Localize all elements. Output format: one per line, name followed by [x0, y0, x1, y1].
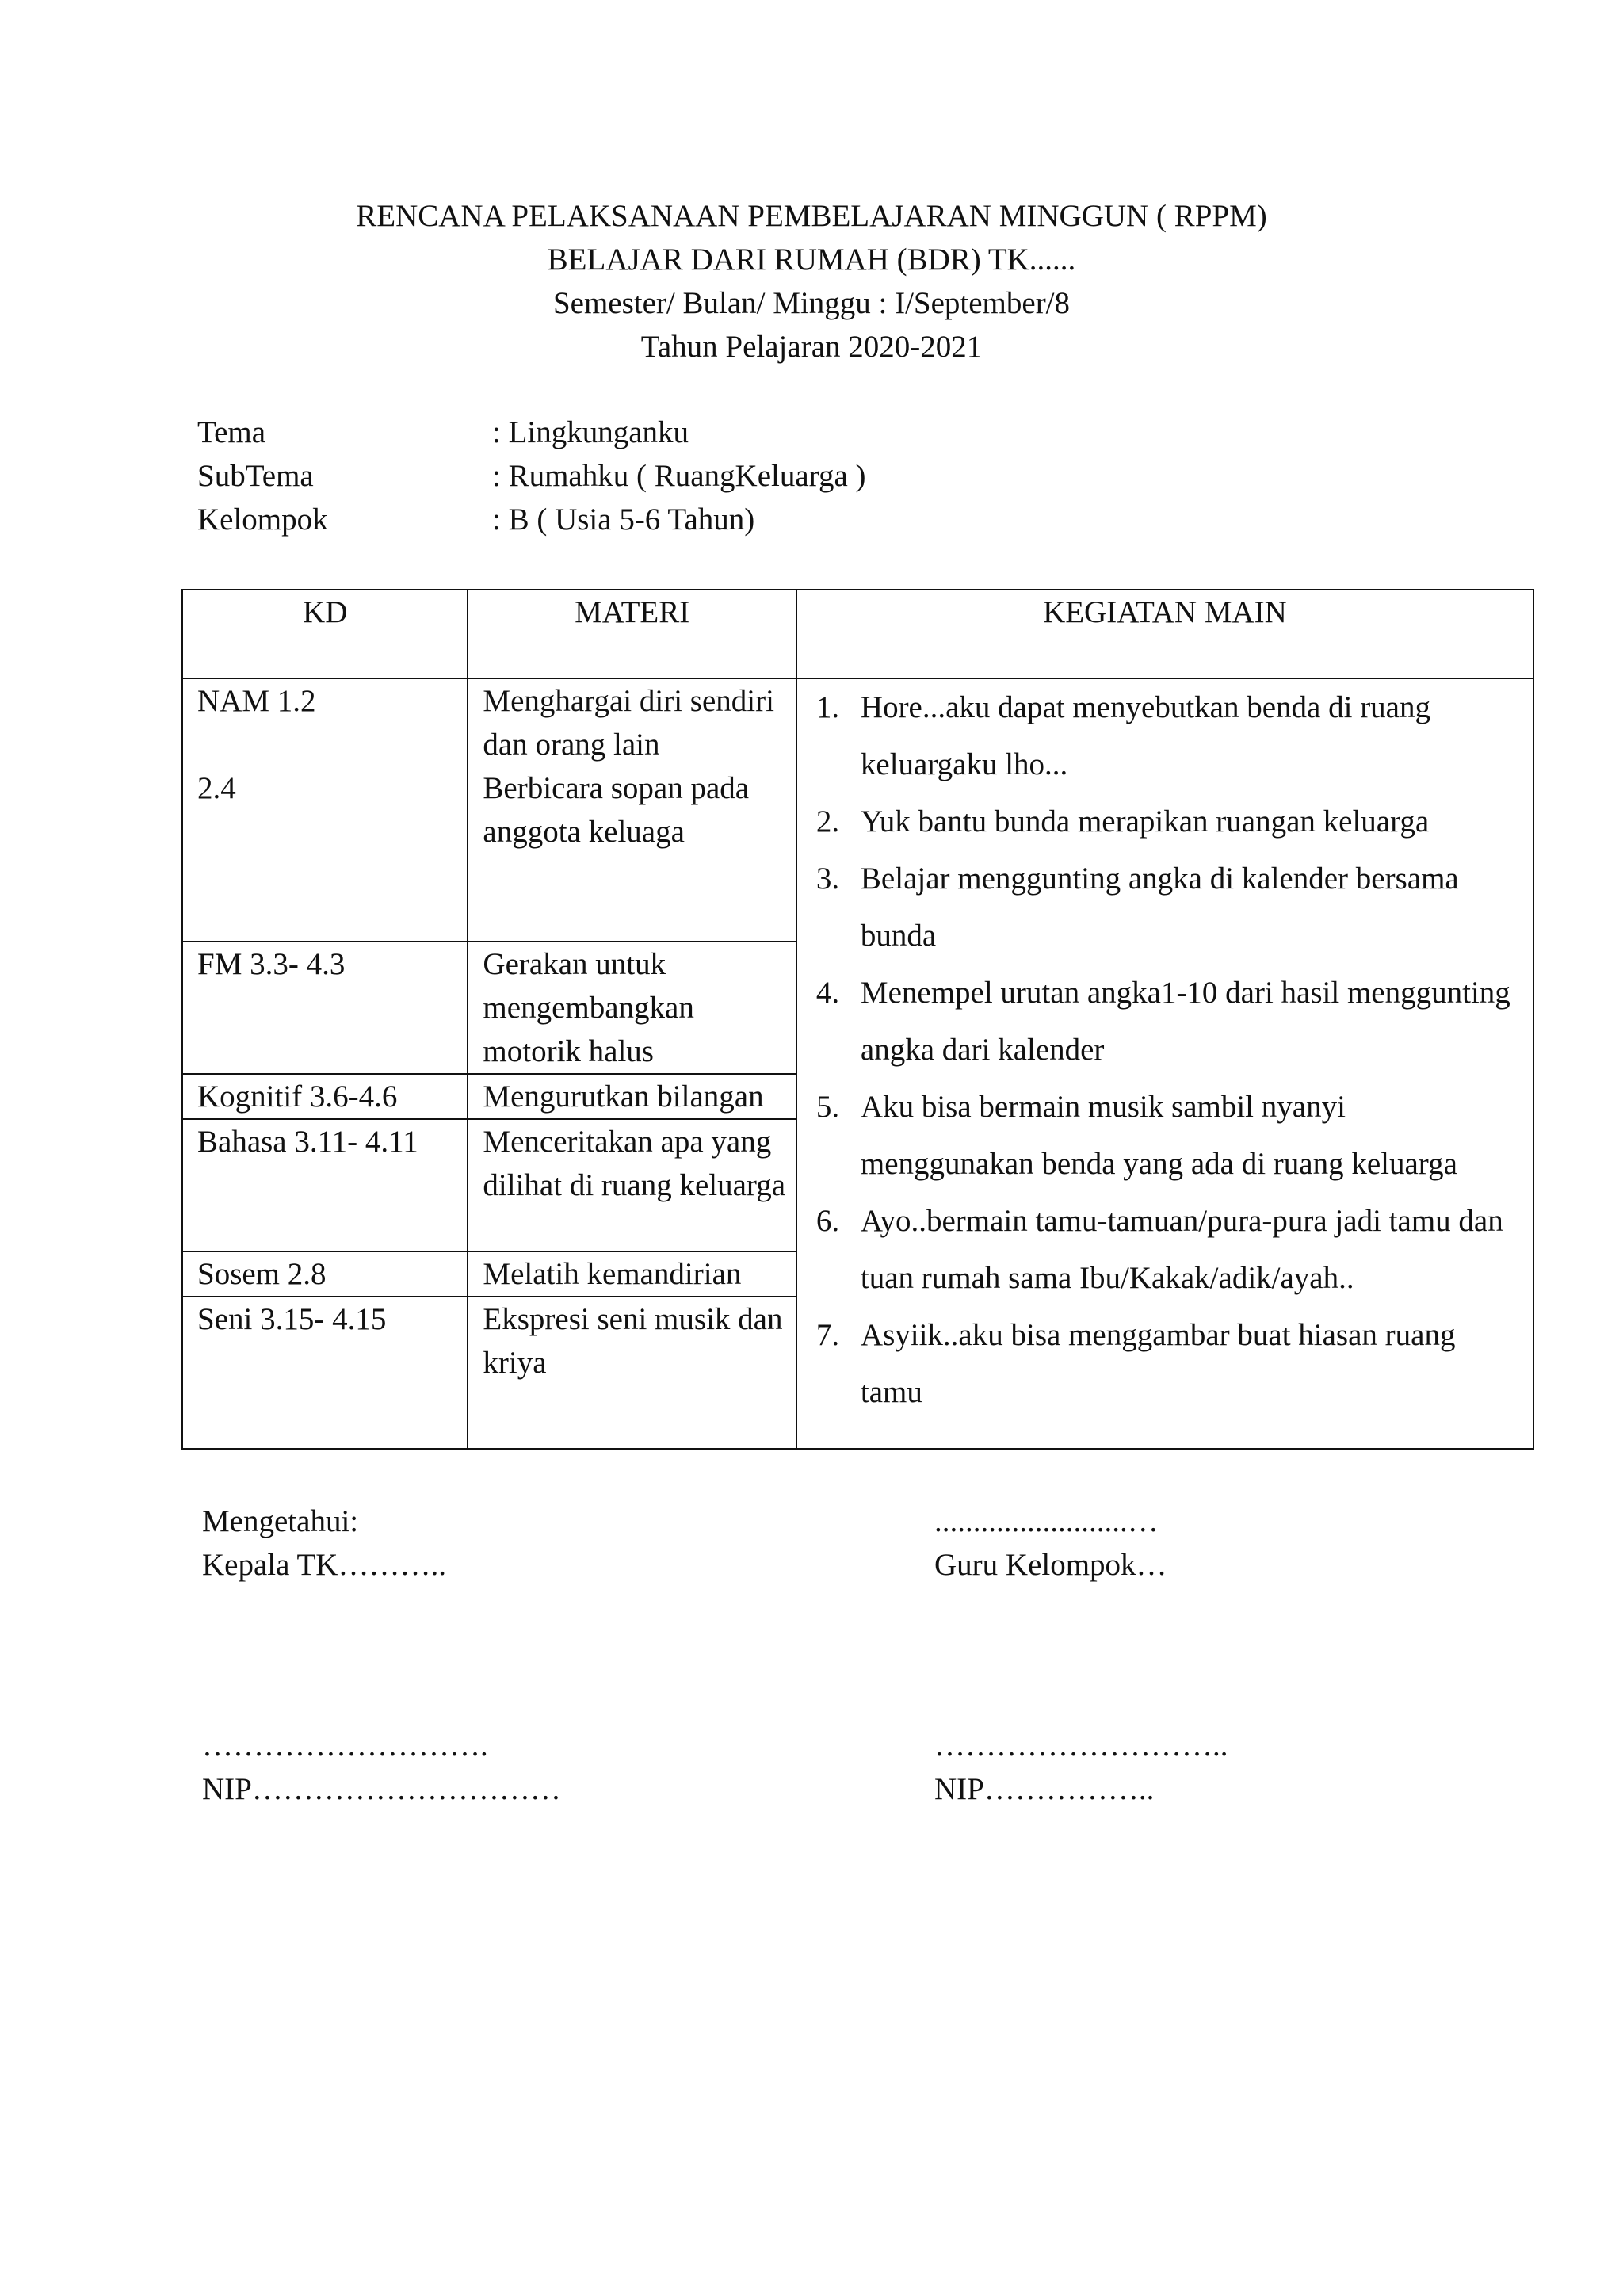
mengetahui-label: Mengetahui:: [202, 1504, 359, 1538]
list-item: 1. Hore...aku dapat menyebutkan benda di ruang keluargaku lho...: [815, 690, 1430, 781]
header-year: Tahun Pelajaran 2020-2021: [640, 330, 983, 364]
materi-value: Menceritakan apa yang dilihat di ruang keluarga: [468, 1119, 796, 1251]
kd-value: NAM 1.2: [197, 684, 316, 718]
subtema-value: : Rumahku ( RuangKeluarga ): [492, 459, 866, 493]
kelompok-label: Kelompok: [197, 502, 328, 537]
list-item: 7. Asyiik..aku bisa menggambar buat hiasan ruang tamu: [815, 1318, 1456, 1409]
kd-value: 2.4: [197, 771, 236, 805]
header-subtitle: BELAJAR DARI RUMAH (BDR) TK......: [547, 243, 1076, 277]
materi-value: Mengurutkan bilangan: [468, 1074, 796, 1119]
header-kegiatan: KEGIATAN MAIN: [796, 590, 1533, 678]
header-kd: KD: [182, 590, 468, 678]
meta-row-tema: [197, 411, 866, 454]
header-materi: MATERI: [468, 590, 796, 678]
list-item: 4. Menempel urutan angka1-10 dari hasil menggunting angka dari kalender: [815, 976, 1510, 1067]
place-date-line: .........................…: [934, 1504, 1159, 1538]
kd-value: Bahasa 3.11- 4.11: [182, 1119, 468, 1251]
materi-value: Melatih kemandirian: [468, 1251, 796, 1297]
kegiatan-list: [816, 679, 1515, 1421]
materi-value: Berbicara sopan pada anggota keluaga: [483, 771, 750, 849]
tema-value: : Lingkunganku: [492, 415, 689, 449]
tema-label: Tema: [197, 415, 266, 449]
kepala-tk-label: Kepala TK………..: [202, 1548, 446, 1582]
kd-value: Kognitif 3.6-4.6: [182, 1074, 468, 1119]
list-item: 6. Ayo..bermain tamu-tamuan/pura-pura jadi tamu dan tuan rumah sama Ibu/Kakak/adik/ayah..: [815, 1204, 1503, 1295]
meta-row-kelompok: [197, 498, 866, 541]
kd-value: FM 3.3- 4.3: [182, 942, 468, 1074]
list-item: 2. Yuk bantu bunda merapikan ruangan keluarga: [815, 804, 1430, 839]
signature-left-name: [202, 1724, 561, 1811]
guru-name-line: ………………………..: [934, 1729, 1228, 1763]
kd-value: Seni 3.15- 4.15: [182, 1297, 468, 1449]
table-row: [182, 678, 1533, 942]
header-title: RENCANA PELAKSANAAN PEMBELAJARAN MINGGUN ( RPPM): [356, 199, 1267, 233]
kd-value: Sosem 2.8: [182, 1251, 468, 1297]
signature-left: [202, 1499, 446, 1587]
signature-right: [934, 1499, 1167, 1587]
signature-right-name: [934, 1724, 1228, 1811]
header-semester: Semester/ Bulan/ Minggu : I/September/8: [552, 286, 1071, 320]
subtema-label: SubTema: [197, 459, 314, 493]
materi-value: Menghargai diri sendiri dan orang lain: [483, 684, 774, 762]
materi-value: Ekspresi seni musik dan kriya: [468, 1297, 796, 1449]
meta-info: [197, 411, 866, 541]
materi-value: Gerakan untuk mengembangkan motorik halus: [468, 942, 796, 1074]
kelompok-value: : B ( Usia 5-6 Tahun): [492, 502, 755, 537]
rppm-table: [181, 589, 1534, 1450]
kd-cell: [182, 678, 468, 942]
kegiatan-cell: [796, 678, 1533, 1449]
table-header-row: [182, 590, 1533, 678]
kepala-name-line: ……………………….: [202, 1729, 488, 1763]
guru-nip: NIP……………..: [934, 1772, 1155, 1806]
meta-row-subtema: [197, 454, 866, 498]
list-item: 3. Belajar menggunting angka di kalender bersama bunda: [815, 861, 1459, 953]
document-header: [0, 194, 1623, 369]
list-item: 5. Aku bisa bermain musik sambil nyanyi menggunakan benda yang ada di ruang keluarga: [815, 1090, 1457, 1181]
materi-cell: [468, 678, 796, 942]
kepala-nip: NIP…………………………: [202, 1772, 561, 1806]
guru-kelompok-label: Guru Kelompok…: [934, 1548, 1167, 1582]
